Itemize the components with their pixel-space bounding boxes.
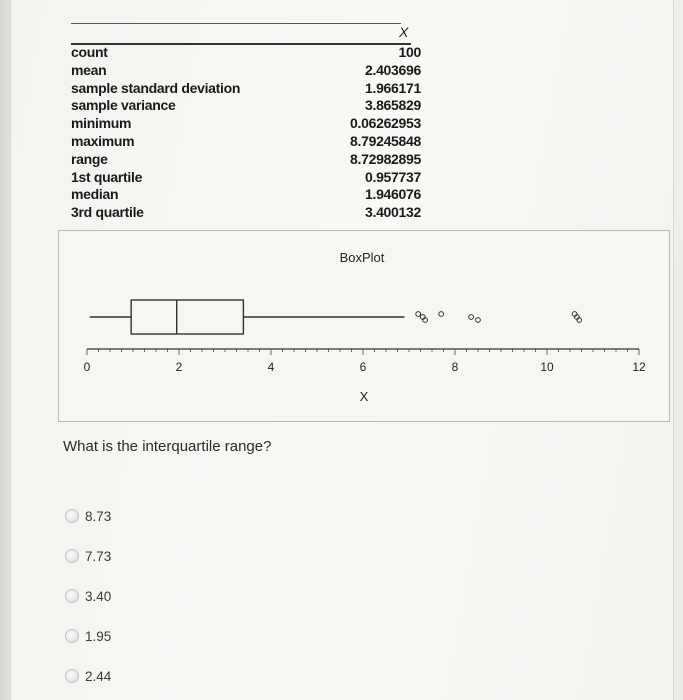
stat-label: median bbox=[71, 186, 119, 203]
radio-button[interactable] bbox=[65, 629, 79, 643]
stat-value: 1.946076 bbox=[365, 186, 421, 203]
table-top-rule bbox=[71, 23, 401, 24]
stat-value: 2.403696 bbox=[365, 61, 421, 78]
stat-label: minimum bbox=[71, 115, 132, 132]
stat-row bbox=[71, 62, 421, 80]
question-text: What is the interquartile range? bbox=[63, 438, 272, 455]
stat-value: 0.957737 bbox=[365, 168, 421, 185]
stat-label: count bbox=[71, 44, 108, 60]
radio-button[interactable] bbox=[65, 669, 79, 683]
stat-row bbox=[71, 151, 421, 169]
option-label: 3.40 bbox=[85, 588, 112, 604]
stat-label: maximum bbox=[71, 133, 135, 149]
x-tick-label: 10 bbox=[540, 360, 554, 374]
outlier-point bbox=[476, 318, 481, 323]
stat-row bbox=[71, 115, 421, 133]
stat-value: 3.865829 bbox=[365, 97, 421, 114]
x-tick-label: 12 bbox=[632, 360, 646, 374]
stat-value: 1.966171 bbox=[365, 79, 421, 96]
radio-button[interactable] bbox=[65, 589, 79, 603]
column-header: X bbox=[399, 24, 409, 40]
boxplot-panel bbox=[58, 230, 670, 422]
stat-label: 3rd quartile bbox=[71, 204, 144, 221]
x-axis-label: X bbox=[359, 389, 369, 404]
stat-value: 8.79245848 bbox=[350, 133, 421, 149]
answer-option[interactable] bbox=[65, 666, 111, 686]
answer-option[interactable] bbox=[65, 546, 111, 566]
stat-row bbox=[71, 80, 421, 98]
boxplot-chart bbox=[59, 231, 669, 421]
outlier-point bbox=[469, 315, 474, 320]
chart-title: BoxPlot bbox=[339, 250, 385, 265]
radio-button[interactable] bbox=[65, 509, 79, 523]
answer-option[interactable] bbox=[65, 626, 111, 646]
stat-label: 1st quartile bbox=[71, 168, 143, 185]
option-label: 7.73 bbox=[85, 548, 112, 564]
stat-label: mean bbox=[71, 61, 107, 78]
stat-value: 3.400132 bbox=[365, 204, 421, 221]
outlier-point bbox=[439, 312, 444, 317]
option-label: 1.95 bbox=[85, 628, 112, 644]
stat-row bbox=[71, 186, 421, 204]
stat-label: range bbox=[71, 150, 108, 167]
stat-row bbox=[71, 204, 421, 222]
stat-label: sample standard deviation bbox=[71, 79, 241, 96]
x-tick-label: 6 bbox=[359, 360, 367, 374]
x-tick-label: 8 bbox=[451, 360, 459, 374]
answer-option[interactable] bbox=[65, 506, 111, 526]
x-tick-label: 2 bbox=[175, 360, 183, 374]
outlier-point bbox=[416, 312, 421, 317]
radio-button[interactable] bbox=[65, 549, 79, 563]
stat-value: 100 bbox=[398, 44, 421, 60]
option-label: 2.44 bbox=[85, 668, 112, 684]
stat-row bbox=[71, 133, 421, 151]
iqr-box bbox=[131, 300, 243, 334]
question-card bbox=[10, 0, 674, 700]
answer-option[interactable] bbox=[65, 586, 111, 606]
stat-row bbox=[71, 97, 421, 115]
option-label: 8.73 bbox=[85, 508, 112, 524]
x-tick-label: 4 bbox=[267, 360, 275, 374]
stat-value: 8.72982895 bbox=[350, 150, 421, 167]
stat-row bbox=[71, 44, 421, 62]
stat-row bbox=[71, 169, 421, 187]
x-tick-label: 0 bbox=[83, 360, 91, 374]
stat-label: sample variance bbox=[71, 97, 176, 114]
stat-value: 0.06262953 bbox=[350, 115, 421, 132]
